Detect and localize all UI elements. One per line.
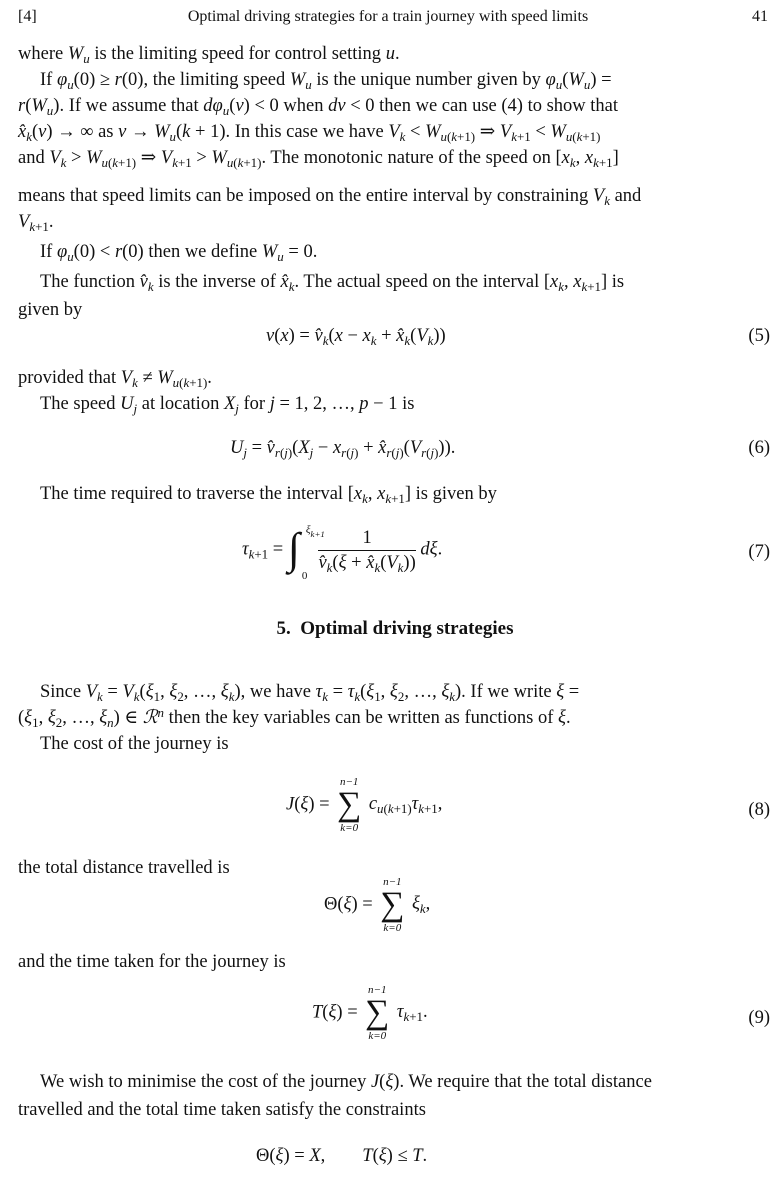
equation-9-body: T(ξ) = n−1 ∑ k=0 $\tau_{k+1}$.: [312, 984, 428, 1042]
equation-5-body: $v(x) = v̂_k(x - x_k$ + $x̂_k(V_k)$): [266, 326, 446, 348]
paragraph-if-phi-line1: If $\varphi_u(0) \ge r(0)$, the limiting speed $W_u$ is the unique number given by $\varphi_u(W_u)$ =: [40, 70, 612, 92]
running-head: [18, 4, 772, 26]
equation-7: [18, 520, 772, 584]
equation-7-number: (7): [748, 542, 770, 562]
paragraph-inverse-line2: given by: [18, 300, 83, 320]
paragraph-minimise-line1: We wish to minimise the cost of the journey J(ξ). We require that the total distance: [40, 1072, 652, 1092]
paragraph-provided-that: provided that $V_k \ne W_{u(k+1)}$.: [18, 368, 212, 390]
fraction: $\frac{1}{v̂_k(\xi + x̂_k(V_k))}$: [318, 527, 416, 575]
paragraph-speed-uj: The speed $U_j$ at location $X_j$ for j = 1, 2, …, p − 1 is: [40, 394, 415, 416]
equation-theta: [18, 876, 772, 946]
paragraph-since-line2: ($\xi_1$, $\xi_2$, …, $\xi_n$) ∈ ℛ$^n$ then the key variables can be written as functions of ξ.: [18, 705, 571, 730]
equation-6-number: (6): [748, 438, 770, 458]
section-heading: 5. Optimal driving strategies: [276, 618, 514, 639]
summation-sign: n−1 ∑ k=0: [337, 776, 362, 834]
paragraph-since-line1: Since $V_k = V_k(\xi_1$, $\xi_2$, …, $\xi_k$), we have $\tau_k = \tau_k(\xi_1$, $\xi_2$, …, $\xi_k$). If we write ξ =: [40, 682, 580, 704]
paragraph-if-phi-line2: $r(W_u)$. If we assume that $d\varphi_u(v) < 0$ when dv < 0 then we can use (4) to show that: [18, 96, 619, 118]
equation-8-number: (8): [748, 800, 770, 820]
equation-9: [18, 984, 772, 1054]
equation-9-number: (9): [748, 1008, 770, 1028]
paragraph-distance: the total distance travelled is: [18, 858, 230, 878]
equation-constraints-body: Θ(ξ) = X, T(ξ) ≤ T.: [256, 1146, 428, 1166]
integral-sign: ∫ $\xi_{k+1}$ 0: [287, 524, 325, 582]
paragraph-time-required: The time required to traverse the interval [$x_k$, $x_{k+1}$] is given by: [40, 484, 497, 506]
paragraph-define-wu: If $\varphi_u(0) < r(0)$ then we define $W_u = 0$.: [40, 242, 318, 264]
equation-8-body: J(ξ) = n−1 ∑ k=0 $c_{u(k+1)}\tau_{k+1}$,: [286, 776, 443, 834]
paragraph-if-phi-line6: $V_{k+1}$.: [18, 212, 54, 234]
summation-sign: n−1 ∑ k=0: [380, 876, 405, 934]
equation-5: [18, 324, 772, 354]
paragraph-limiting-speed: where $W_u$ is the limiting speed for control setting u.: [18, 44, 400, 66]
paragraph-if-phi-line4: and $V_k > W_{u(k+1)}$ ⇒ $V_{k+1} > W_{u(k+1)}$. The monotonic nature of the speed on [$x_k$, $x_{k+1}$]: [18, 148, 619, 170]
equation-8: [18, 776, 772, 846]
equation-theta-body: Θ(ξ) = n−1 ∑ k=0 $\xi_k$,: [324, 876, 431, 934]
paragraph-minimise-line2: travelled and the total time taken satisfy the constraints: [18, 1100, 426, 1120]
paragraph-if-phi-line5: means that speed limits can be imposed on the entire interval by constraining $V_k$ and: [18, 186, 642, 208]
paragraph-cost: The cost of the journey is: [40, 734, 229, 754]
running-title: Optimal driving strategies for a train journey with speed limits: [187, 8, 589, 25]
paragraph-time-taken: and the time taken for the journey is: [18, 952, 286, 972]
paragraph-inverse-line1: The function $v̂_k$ is the inverse of $x̂_k$. The actual speed on the interval [$x_k$, $x_{k+1}$] is: [40, 272, 625, 294]
reference-number: [4]: [18, 8, 37, 25]
equation-7-body: $\tau_{k+1}$ = ∫ $\xi_{k+1}$ 0 $\frac{1}{v̂_k(\xi + x̂_k(V_k))}$ dξ.: [242, 524, 443, 582]
equation-constraints: [18, 1144, 772, 1174]
equation-6: [18, 436, 772, 466]
page-number: 41: [752, 8, 768, 25]
equation-6-body: $U_j$ = $v̂_{r(j)}(X_j - x_{r(j)}$ + $x̂_{r(j)}(V_{r(j)})$).: [230, 438, 456, 460]
paragraph-if-phi-line3: $x̂_k(v)$ → ∞ as $v \to W_u(k + 1)$. In this case we have $V_k < W_{u(k+1)}$ ⇒ $V_{k+1} < W_{u(k+1)}$: [18, 122, 601, 144]
equation-5-number: (5): [748, 326, 770, 346]
summation-sign: n−1 ∑ k=0: [365, 984, 390, 1042]
